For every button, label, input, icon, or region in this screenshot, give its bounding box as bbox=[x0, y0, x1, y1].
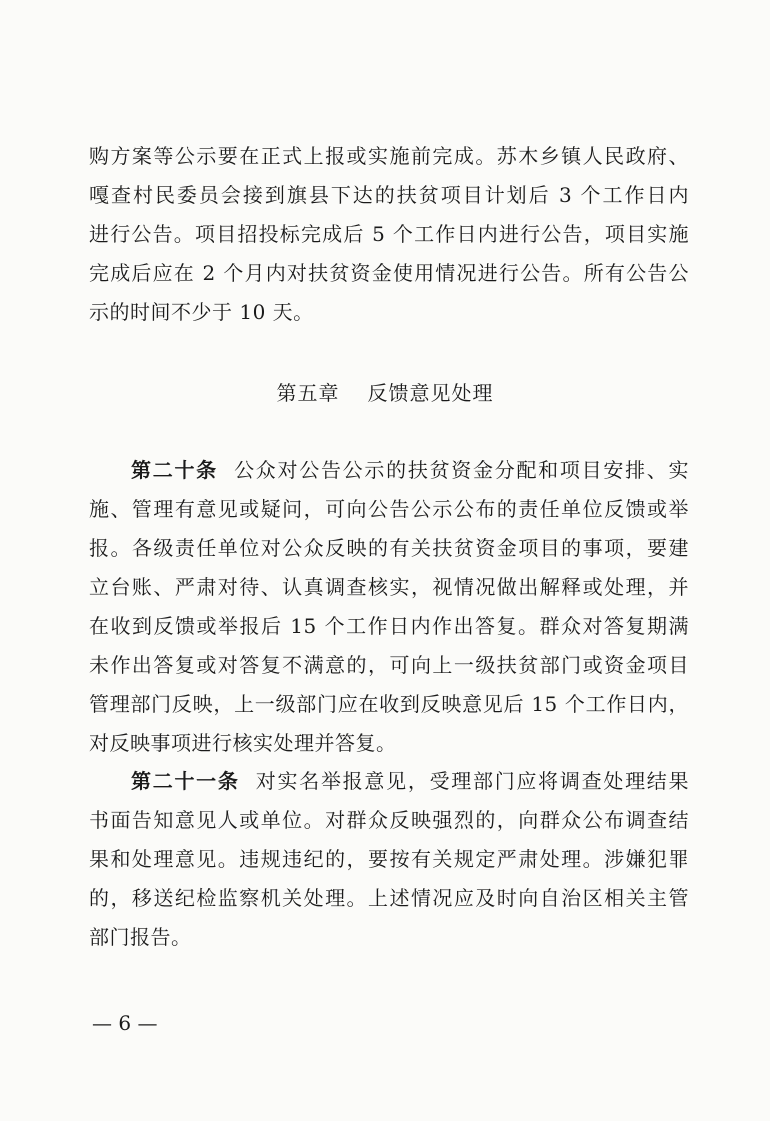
paragraph-line: 果和处理意见。违规违纪的，要按有关规定严肃处理。涉嫌犯罪 bbox=[89, 847, 689, 871]
paragraph-line: 进行公告。项目招投标完成后 5 个工作日内进行公告，项目实施 bbox=[89, 222, 689, 246]
article-text: 对实名举报意见，受理部门应将调查处理结果 bbox=[255, 769, 690, 793]
paragraph-line: 完成后应在 2 个月内对扶贫资金使用情况进行公告。所有公告公 bbox=[89, 261, 689, 285]
paragraph-line: 报。各级责任单位对公众反映的有关扶贫资金项目的事项，要建 bbox=[89, 536, 689, 560]
article-label: 第二十条 bbox=[131, 458, 218, 482]
paragraph-line: 部门报告。 bbox=[89, 925, 192, 949]
paragraph-line: 在收到反馈或举报后 15 个工作日内作出答复。群众对答复期满 bbox=[89, 614, 689, 638]
paragraph-line: 管理部门反映，上一级部门应在收到反映意见后 15 个工作日内， bbox=[89, 692, 689, 716]
chapter-number: 第五章 bbox=[276, 381, 340, 405]
paragraph-line: 示的时间不少于 10 天。 bbox=[89, 300, 314, 324]
article-first-line bbox=[89, 762, 689, 801]
paragraph-line: 施、管理有意见或疑问，可向公告公示公布的责任单位反馈或举 bbox=[89, 497, 689, 521]
paragraph-line: 未作出答复或对答复不满意的，可向上一级扶贫部门或资金项目 bbox=[89, 653, 689, 677]
chapter-title: 反馈意见处理 bbox=[367, 381, 494, 405]
article-first-line bbox=[89, 451, 689, 490]
page-number: — 6 — bbox=[92, 1011, 158, 1035]
article-text: 公众对公告公示的扶贫资金分配和项目安排、实 bbox=[234, 458, 690, 482]
paragraph-line: 的，移送纪检监察机关处理。上述情况应及时向自治区相关主管 bbox=[89, 886, 689, 910]
intro-paragraph bbox=[89, 137, 689, 332]
article-label: 第二十一条 bbox=[131, 769, 240, 793]
chapter-heading bbox=[0, 377, 770, 409]
article-21 bbox=[89, 762, 689, 957]
paragraph-line: 嘎查村民委员会接到旗县下达的扶贫项目计划后 3 个工作日内 bbox=[89, 183, 689, 207]
paragraph-line: 书面告知意见人或单位。对群众反映强烈的，向群众公布调查结 bbox=[89, 808, 689, 832]
paragraph-line: 购方案等公示要在正式上报或实施前完成。苏木乡镇人民政府、 bbox=[89, 144, 689, 168]
paragraph-line: 对反映事项进行核实处理并答复。 bbox=[89, 731, 397, 755]
paragraph-line: 立台账、严肃对待、认真调查核实，视情况做出解释或处理，并 bbox=[89, 575, 689, 599]
article-20 bbox=[89, 451, 689, 763]
